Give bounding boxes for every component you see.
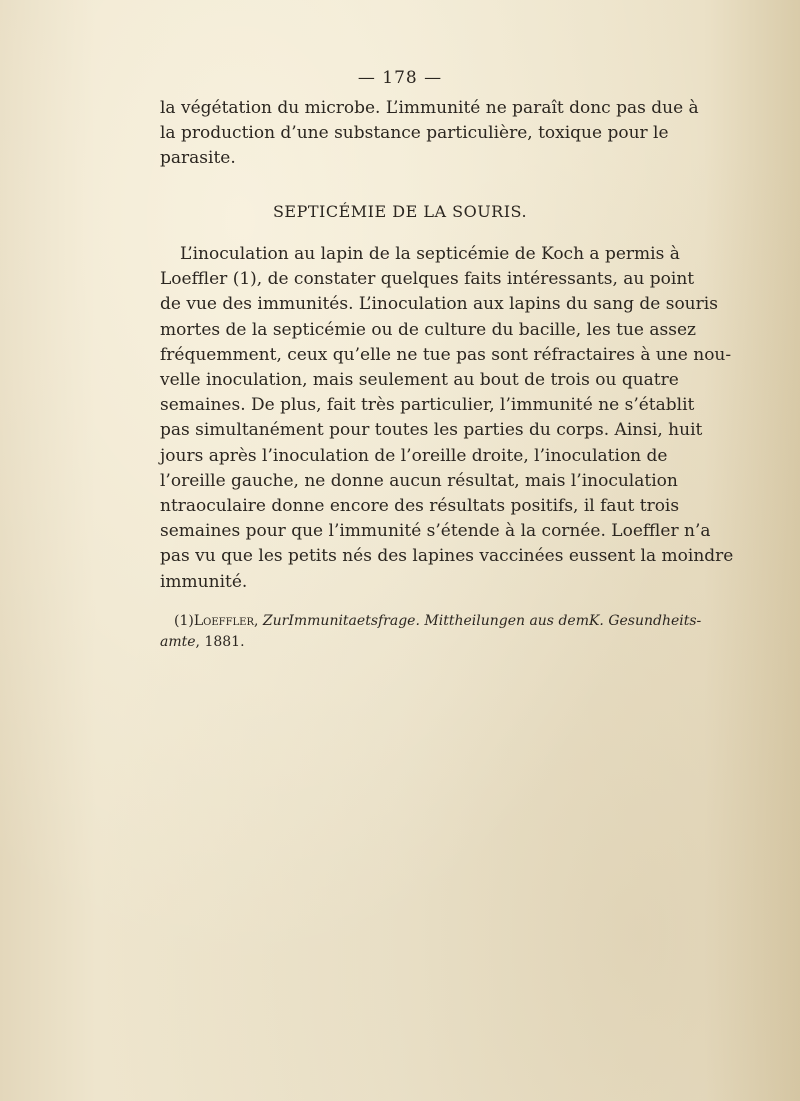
footnote — [160, 611, 702, 653]
section-heading: SEPTICÉMIE DE LA SOURIS. — [272, 202, 528, 221]
footnote-title: ZurImmunitaetsfrage. — [262, 613, 420, 629]
footnote-separator: , — [254, 613, 259, 629]
text-line: fréquemment, ceux qu’elle ne tue pas sont réfractaires à une nou- — [160, 344, 732, 365]
text-line: ntraoculaire donne encore des résultats positifs, il faut trois — [160, 496, 680, 517]
text-line: la production d’une substance particulière, toxique pour le — [160, 123, 669, 144]
footnote-marker: (1) — [174, 613, 194, 629]
footnote-source: Mittheilungen aus demK. Gesundheits- — [424, 613, 702, 629]
text-line: L’inoculation au lapin de la septicémie de Koch a permis à — [180, 244, 680, 264]
footnote-line — [160, 611, 702, 632]
footnote-source-cont: amte — [160, 634, 196, 650]
text-line: mortes de la septicémie ou de culture du bacille, les tue assez — [160, 319, 696, 340]
text-line: velle inoculation, mais seulement au bout de trois ou quatre — [160, 370, 679, 391]
text-line: parasite. — [160, 148, 236, 169]
page-number: — 178 — — [357, 68, 443, 88]
paragraph-septicemie — [160, 242, 734, 595]
text-line: semaines pour que l’immunité s’étende à la cornée. Loeffler n’a — [160, 521, 711, 542]
text-line: semaines. De plus, fait très particulier, l’immunité ne s’établit — [160, 395, 695, 416]
text-line: immunité. — [160, 571, 248, 592]
text-line: l’oreille gauche, ne donne aucun résultat, mais l’inoculation — [160, 470, 678, 491]
text-line: pas simultanément pour toutes les parties du corps. Ainsi, huit — [160, 420, 703, 441]
text-line: de vue des immunités. L’inoculation aux lapins du sang de souris — [160, 294, 718, 315]
text-line: Loeffler (1), de constater quelques faits intéressants, au point — [160, 269, 695, 290]
paragraph-intro — [160, 96, 699, 172]
text-line: jours après l’inoculation de l’oreille droite, l’inoculation de — [160, 445, 668, 466]
text-line: pas vu que les petits nés des lapines vaccinées eussent la moindre — [160, 546, 734, 567]
footnote-author: Loeffler — [193, 613, 254, 629]
footnote-line — [160, 632, 640, 653]
footnote-year: , 1881. — [195, 634, 245, 650]
text-line: la végétation du microbe. L’immunité ne paraît donc pas due à — [160, 98, 699, 118]
